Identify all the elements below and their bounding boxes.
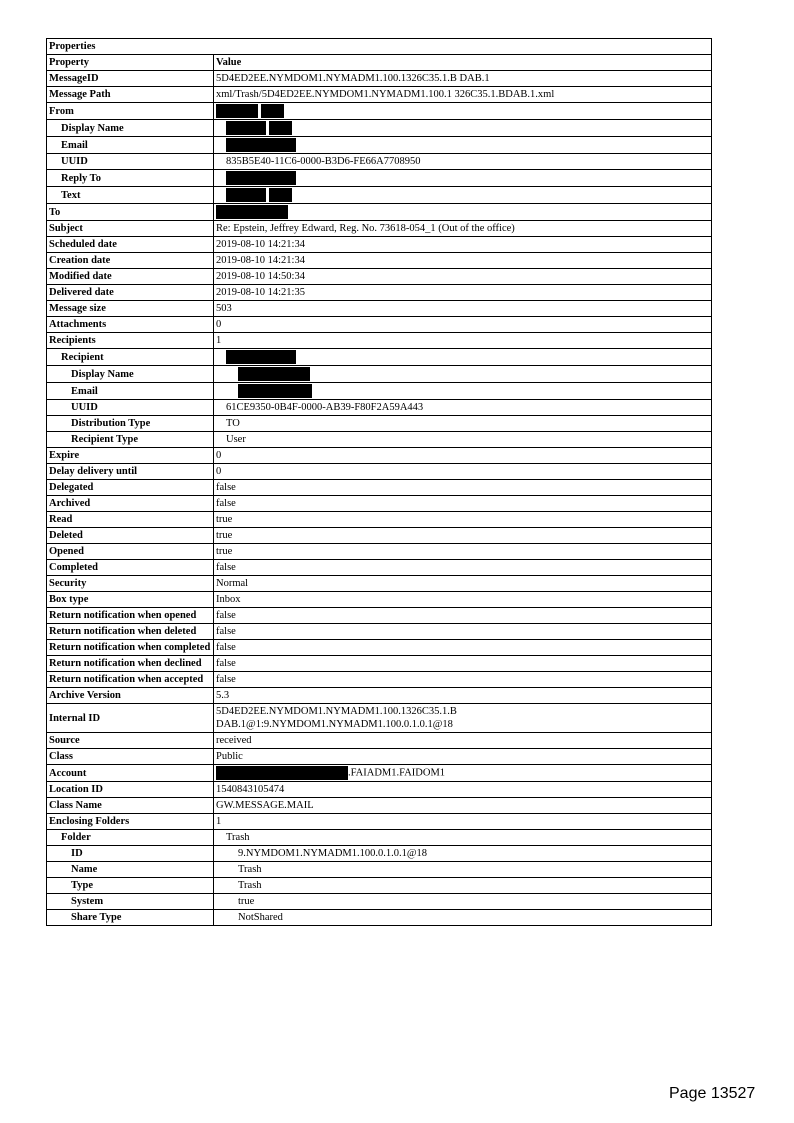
property-key: System: [47, 894, 214, 910]
redaction-block: [238, 367, 310, 381]
table-row: [47, 704, 712, 733]
table-row: [47, 448, 712, 464]
property-value: 0: [214, 448, 712, 464]
redaction-block: [216, 766, 348, 780]
table-row: [47, 301, 712, 317]
property-value: Trash: [214, 862, 712, 878]
table-row: [47, 120, 712, 137]
table-row: [47, 71, 712, 87]
property-key: Recipients: [47, 333, 214, 349]
property-key: Box type: [47, 592, 214, 608]
property-key: Opened: [47, 544, 214, 560]
table-row: [47, 221, 712, 237]
table-row: [47, 656, 712, 672]
property-value: true: [214, 528, 712, 544]
property-key: Internal ID: [47, 704, 214, 733]
property-value: 0: [214, 464, 712, 480]
table-row: [47, 87, 712, 103]
redaction-block: [269, 188, 292, 202]
property-value: Public: [214, 749, 712, 765]
property-value: User: [214, 432, 712, 448]
table-row: [47, 640, 712, 656]
property-value: xml/Trash/5D4ED2EE.NYMDOM1.NYMADM1.100.1 326C35.1.BDAB.1.xml: [214, 87, 712, 103]
property-value: 1: [214, 814, 712, 830]
table-row: [47, 285, 712, 301]
table-row: [47, 349, 712, 366]
table-row: [47, 366, 712, 383]
property-value: false: [214, 640, 712, 656]
property-key: Class Name: [47, 798, 214, 814]
property-value: [214, 765, 712, 782]
table-title: Properties: [47, 39, 712, 55]
property-value: 2019-08-10 14:50:34: [214, 269, 712, 285]
property-key: Folder: [47, 830, 214, 846]
table-row: [47, 480, 712, 496]
property-key: Read: [47, 512, 214, 528]
property-value: [214, 704, 712, 733]
property-key: Delegated: [47, 480, 214, 496]
property-value: [214, 137, 712, 154]
table-row: [47, 432, 712, 448]
property-key: Delay delivery until: [47, 464, 214, 480]
property-key: Security: [47, 576, 214, 592]
property-key: Archive Version: [47, 688, 214, 704]
table-row: [47, 496, 712, 512]
property-value: 1540843105474: [214, 782, 712, 798]
property-key: ID: [47, 846, 214, 862]
column-header-property: Property: [47, 55, 214, 71]
property-key: Scheduled date: [47, 237, 214, 253]
table-row: [47, 576, 712, 592]
table-row: [47, 103, 712, 120]
property-value: 503: [214, 301, 712, 317]
property-value: Inbox: [214, 592, 712, 608]
redaction-block: [261, 104, 284, 118]
property-value: received: [214, 733, 712, 749]
redaction-block: [226, 138, 296, 152]
property-value: 61CE9350-0B4F-0000-AB39-F80F2A59A443: [214, 400, 712, 416]
table-row: [47, 416, 712, 432]
property-value: [214, 204, 712, 221]
table-row: [47, 878, 712, 894]
property-value: Re: Epstein, Jeffrey Edward, Reg. No. 73618-054_1 (Out of the office): [214, 221, 712, 237]
redaction-block: [216, 205, 288, 219]
property-key: To: [47, 204, 214, 221]
table-row: [47, 204, 712, 221]
property-key: Source: [47, 733, 214, 749]
property-key: Delivered date: [47, 285, 214, 301]
property-key: MessageID: [47, 71, 214, 87]
property-value: false: [214, 496, 712, 512]
property-value: Trash: [214, 878, 712, 894]
property-key: Archived: [47, 496, 214, 512]
redaction-block: [269, 121, 292, 135]
property-value: 1: [214, 333, 712, 349]
property-key: Deleted: [47, 528, 214, 544]
property-key: Display Name: [47, 366, 214, 383]
table-row: [47, 528, 712, 544]
property-value: Normal: [214, 576, 712, 592]
property-value: true: [214, 512, 712, 528]
table-row: [47, 733, 712, 749]
property-key: Message Path: [47, 87, 214, 103]
table-row: [47, 749, 712, 765]
property-key: Email: [47, 137, 214, 154]
property-key: Return notification when opened: [47, 608, 214, 624]
table-row: [47, 544, 712, 560]
column-header-value: Value: [214, 55, 712, 71]
property-value: 5.3: [214, 688, 712, 704]
property-key: Name: [47, 862, 214, 878]
redaction-block: [226, 350, 296, 364]
table-row: [47, 830, 712, 846]
table-row: [47, 910, 712, 926]
property-key: Recipient: [47, 349, 214, 366]
table-row: [47, 592, 712, 608]
property-value: false: [214, 624, 712, 640]
property-key: Return notification when accepted: [47, 672, 214, 688]
table-row: [47, 512, 712, 528]
property-key: Reply To: [47, 170, 214, 187]
property-key: Account: [47, 765, 214, 782]
property-key: Return notification when declined: [47, 656, 214, 672]
table-row: [47, 814, 712, 830]
table-row: [47, 765, 712, 782]
table-row: [47, 894, 712, 910]
table-row: [47, 798, 712, 814]
table-row: [47, 187, 712, 204]
table-row: [47, 253, 712, 269]
property-value: NotShared: [214, 910, 712, 926]
property-key: Message size: [47, 301, 214, 317]
properties-table: [46, 38, 712, 926]
table-row: [47, 624, 712, 640]
internal-id-line-2: DAB.1@1:9.NYMDOM1.NYMADM1.100.0.1.0.1@18: [216, 719, 453, 730]
table-row: [47, 608, 712, 624]
property-key: Enclosing Folders: [47, 814, 214, 830]
property-key: Type: [47, 878, 214, 894]
property-key: From: [47, 103, 214, 120]
property-value: [214, 103, 712, 120]
property-value: 0: [214, 317, 712, 333]
property-value: TO: [214, 416, 712, 432]
account-suffix: .FAIADM1.FAIDOM1: [348, 767, 446, 779]
property-key: Email: [47, 383, 214, 400]
property-value: 2019-08-10 14:21:34: [214, 253, 712, 269]
property-key: Creation date: [47, 253, 214, 269]
property-value: false: [214, 656, 712, 672]
table-row: [47, 672, 712, 688]
property-key: Class: [47, 749, 214, 765]
property-key: Display Name: [47, 120, 214, 137]
table-row: [47, 170, 712, 187]
table-row: [47, 317, 712, 333]
table-row: [47, 782, 712, 798]
internal-id-line-1: 5D4ED2EE.NYMDOM1.NYMADM1.100.1326C35.1.B: [216, 706, 457, 717]
redaction-block: [238, 384, 312, 398]
property-key: UUID: [47, 154, 214, 170]
table-row: [47, 400, 712, 416]
property-value: false: [214, 672, 712, 688]
property-key: Return notification when completed: [47, 640, 214, 656]
property-value: false: [214, 608, 712, 624]
property-key: Completed: [47, 560, 214, 576]
property-key: Text: [47, 187, 214, 204]
property-value: Trash: [214, 830, 712, 846]
property-key: Attachments: [47, 317, 214, 333]
property-key: Distribution Type: [47, 416, 214, 432]
property-value: [214, 383, 712, 400]
property-key: Location ID: [47, 782, 214, 798]
table-row: [47, 464, 712, 480]
table-row: [47, 560, 712, 576]
property-value: [214, 366, 712, 383]
property-value: true: [214, 544, 712, 560]
property-value: false: [214, 560, 712, 576]
property-key: Subject: [47, 221, 214, 237]
property-key: Expire: [47, 448, 214, 464]
redaction-block: [226, 121, 266, 135]
property-value: 835B5E40-11C6-0000-B3D6-FE66A7708950: [214, 154, 712, 170]
property-value: [214, 120, 712, 137]
table-row: [47, 846, 712, 862]
property-value: false: [214, 480, 712, 496]
table-row: [47, 269, 712, 285]
property-key: Return notification when deleted: [47, 624, 214, 640]
property-key: Recipient Type: [47, 432, 214, 448]
redaction-block: [216, 104, 258, 118]
property-value: 5D4ED2EE.NYMDOM1.NYMADM1.100.1326C35.1.B DAB.1: [214, 71, 712, 87]
table-row: [47, 688, 712, 704]
page-number: Page 13527: [669, 1085, 756, 1102]
property-value: true: [214, 894, 712, 910]
table-row: [47, 333, 712, 349]
property-value: 2019-08-10 14:21:34: [214, 237, 712, 253]
table-row: [47, 137, 712, 154]
table-row: [47, 383, 712, 400]
property-value: 9.NYMDOM1.NYMADM1.100.0.1.0.1@18: [214, 846, 712, 862]
redaction-block: [226, 188, 266, 202]
property-value: [214, 170, 712, 187]
table-row: [47, 237, 712, 253]
property-value: [214, 349, 712, 366]
property-key: UUID: [47, 400, 214, 416]
property-value: 2019-08-10 14:21:35: [214, 285, 712, 301]
property-key: Modified date: [47, 269, 214, 285]
property-value: [214, 187, 712, 204]
table-row: [47, 154, 712, 170]
redaction-block: [226, 171, 296, 185]
table-row: [47, 862, 712, 878]
property-key: Share Type: [47, 910, 214, 926]
property-value: GW.MESSAGE.MAIL: [214, 798, 712, 814]
